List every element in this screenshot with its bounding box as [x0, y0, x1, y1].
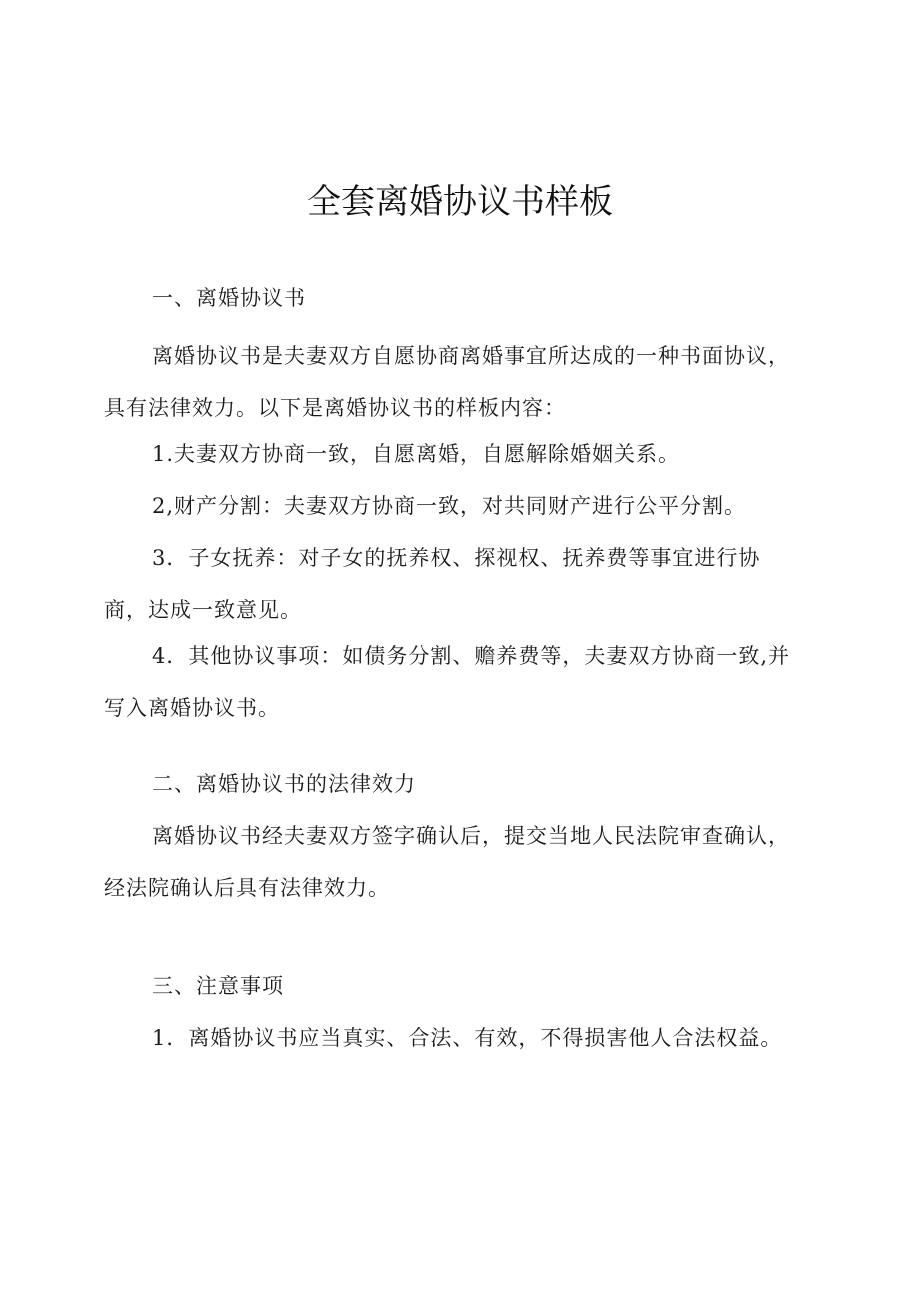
section-3-heading: 三、注意事项 [152, 974, 284, 998]
section-3-item-1: 1．离婚协议书应当真实、合法、有效，不得损害他人合法权益。 [152, 1026, 783, 1050]
section-3 [104, 960, 794, 1064]
section-2-heading: 二、离婚协议书的法律效力 [152, 772, 416, 796]
section-1-item-2: 2,财产分割：夫妻双方协商一致，对共同财产进行公平分割。 [152, 494, 747, 518]
section-2 [104, 758, 794, 914]
document-title: 全套离婚协议书样板 [307, 182, 613, 222]
section-2-text: 离婚协议书经夫妻双方签字确认后，提交当地人民法院审查确认，经法院确认后具有法律效力。 [104, 824, 790, 900]
section-1-item-1: 1.夫妻双方协商一致，自愿离婚，自愿解除婚姻关系。 [152, 442, 681, 466]
section-1 [104, 272, 794, 734]
section-1-item-3: 3．子女抚养：对子女的抚养权、探视权、抚养费等事宜进行协商，达成一致意见。 [104, 546, 761, 622]
section-1-item-4: 4．其他协议事项：如债务分割、赡养费等，夫妻双方协商一致,并写入离婚协议书。 [104, 644, 791, 720]
section-1-heading: 一、离婚协议书 [152, 286, 306, 310]
section-1-intro: 离婚协议书是夫妻双方自愿协商离婚事宜所达成的一种书面协议，具有法律效力。以下是离婚协议书的样板内容： [104, 344, 790, 420]
